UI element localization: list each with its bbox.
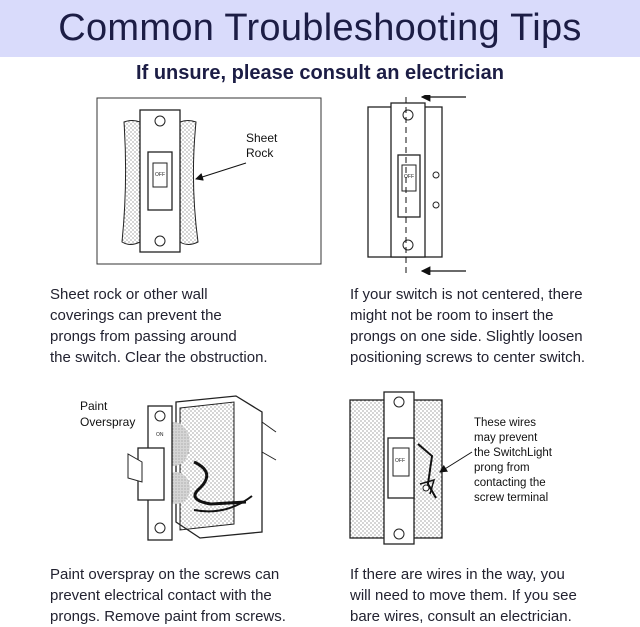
screw-icon bbox=[155, 236, 165, 246]
switch-off-label: OFF bbox=[395, 458, 405, 464]
figure-not-centered bbox=[364, 95, 474, 275]
callout-label: Sheet Rock bbox=[246, 131, 278, 160]
tip-caption: If there are wires in the way, you will need to move them. If you see bare wires, consult an electrician. bbox=[350, 566, 577, 625]
tip-caption: Paint overspray on the screws can prevent electrical contact with the prongs. Remove paint from screws. bbox=[50, 566, 286, 625]
box-edge bbox=[262, 452, 276, 460]
switch-off-label: OFF bbox=[155, 172, 165, 178]
switch-off-label: OFF bbox=[404, 174, 414, 180]
terminal-icon bbox=[433, 202, 439, 208]
screw-icon bbox=[394, 529, 404, 539]
figure-paint-overspray bbox=[76, 392, 316, 552]
terminal-icon bbox=[423, 485, 429, 491]
figure-wires-in-way bbox=[348, 388, 598, 548]
tip-caption: If your switch is not centered, there might not be room to insert the prongs on one side. Slightly loosen positioning screws to center switch. bbox=[350, 286, 586, 366]
callout-label: Paint Overspray bbox=[80, 399, 136, 429]
tip-caption: Sheet rock or other wall coverings can prevent the prongs from passing around the switch. Clear the obstruction. bbox=[50, 286, 268, 366]
title-banner bbox=[0, 0, 640, 57]
callout-label: These wires may prevent the SwitchLight prong from contacting the screw terminal bbox=[474, 417, 552, 504]
box-edge bbox=[262, 422, 276, 432]
figure-sheet-rock bbox=[96, 97, 326, 267]
screw-icon bbox=[155, 523, 165, 533]
screw-icon bbox=[155, 411, 165, 421]
screw-icon bbox=[155, 116, 165, 126]
callout-arrow bbox=[440, 452, 472, 472]
screw-icon bbox=[403, 110, 413, 120]
terminal-icon bbox=[433, 172, 439, 178]
page-title: Common Troubleshooting Tips bbox=[58, 7, 582, 49]
switch-on-label: ON bbox=[156, 432, 164, 438]
screw-icon bbox=[403, 240, 413, 250]
page-subtitle: If unsure, please consult an electrician bbox=[136, 62, 504, 84]
screw-icon bbox=[394, 397, 404, 407]
